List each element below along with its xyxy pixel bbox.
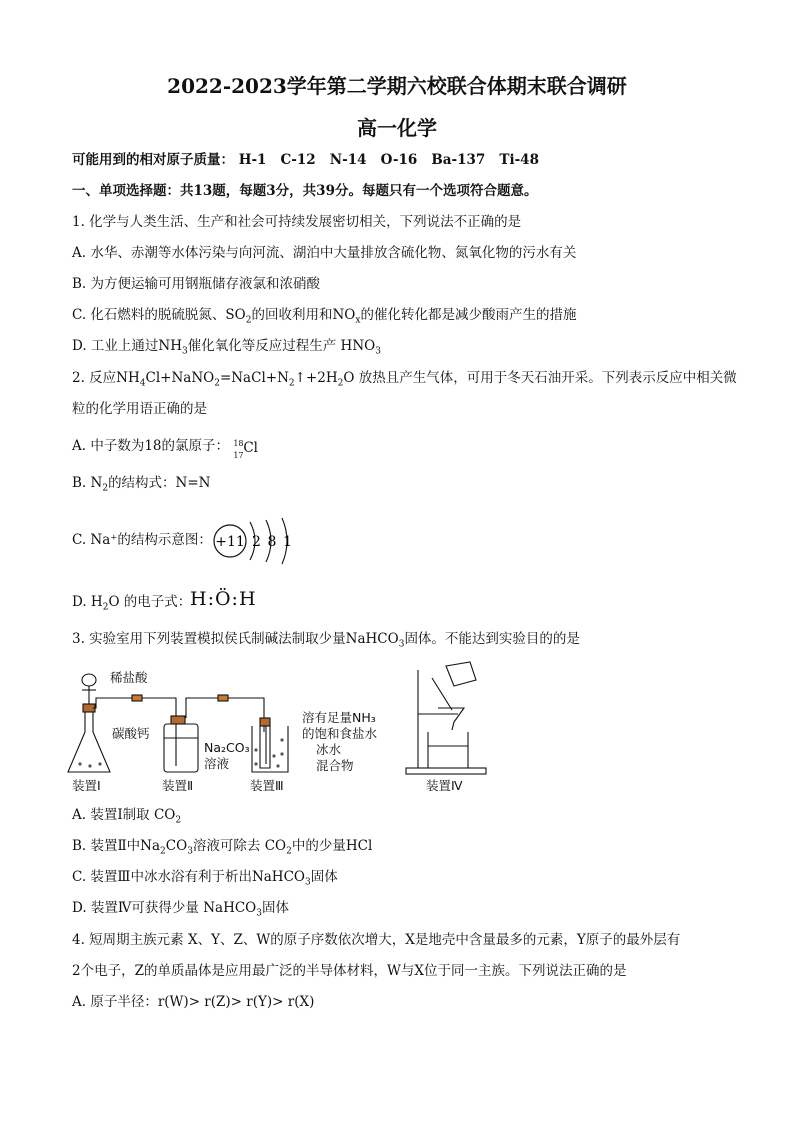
exam-subject: 高一化学 (357, 116, 437, 140)
q2-sub-2c: 2 (337, 378, 344, 389)
tube-stopper (260, 718, 270, 726)
q1-d-sub-2: 3 (375, 346, 381, 357)
label-solution: 溶液 (204, 756, 230, 771)
q2-b-sub: 2 (102, 483, 109, 494)
q2-option-d (72, 592, 191, 618)
q3-d-text-1: D. 装置Ⅳ可获得少量 NaHCO (72, 900, 257, 916)
q1-c-text-1: C. 化石燃料的脱硫脱氮、SO (72, 307, 246, 323)
q2-stem-line1 (72, 368, 737, 394)
q1-option-c (72, 305, 576, 331)
q4-stem-line2: 2个电子，Z的单质晶体是应用最广泛的半导体材料，W与X位于同一主族。下列说法正确的是 (72, 963, 627, 979)
q4-stem-line1: 4. 短周期主族元素 X、Y、Z、W的原子序数依次增大，X是地壳中含量最多的元素，Y原子的最外层有 (72, 932, 681, 948)
q3-b-text-1: B. 装置Ⅱ中Na (72, 838, 161, 854)
q2-sub-4: 4 (139, 378, 146, 389)
q3-c-text-2: 固体 (310, 869, 338, 885)
section-heading: 一、单项选择题：共13题，每题3分，共39分。每题只有一个选项符合题意。 (72, 183, 538, 199)
q2-stem-b: Cl+NaNO (145, 370, 215, 386)
q2-b-text-2: 的结构式：N=N (108, 475, 211, 491)
q3-stem (72, 629, 580, 655)
label-na2co3: Na₂CO₃ (204, 740, 250, 755)
label-device-3: 装置Ⅲ (250, 778, 284, 793)
q3-b-sub-3: 2 (286, 846, 292, 857)
q2-stem-d: ↑+2H (294, 370, 338, 386)
q2-stem-line2: 粒的化学用语正确的是 (72, 401, 207, 417)
q2-d-text-2: O 的电子式： (108, 594, 192, 610)
label-ice-2: 混合物 (316, 758, 354, 773)
chlorine-nuclide (233, 437, 261, 460)
q3-c-text-1: C. 装置Ⅲ中冰水浴有利于析出NaHCO (72, 869, 305, 885)
wash-bottle (164, 724, 198, 772)
q2-a-text: A. 中子数为18的氯原子： (72, 438, 230, 454)
stand-base (406, 768, 486, 774)
filter-funnel (438, 708, 464, 730)
glass-rod (432, 678, 452, 710)
atomic-mass-line (72, 150, 539, 170)
atomic-mass-values: H-1 C-12 N-14 O-16 Ba-137 Ti-48 (238, 152, 539, 168)
q1-option-b: B. 为方便运输可用钢瓶储存液氯和浓硝酸 (72, 276, 321, 292)
q1-option-a: A. 水华、赤潮等水体污染与向河流、湖泊中大量排放含硫化物、氮氧化物的污水有关 (72, 245, 577, 261)
label-nh3-2: 的饱和食盐水 (302, 726, 378, 741)
q2-b-text-1: B. N (72, 475, 103, 491)
shell-electrons: 2 8 1 (252, 534, 292, 550)
q3-a-text: A. 装置Ⅰ制取 CO (72, 807, 176, 823)
q1-c-sub-1: 2 (245, 315, 252, 326)
nuclide-symbol: Cl (243, 439, 258, 456)
q1-c-text-3: 的催化转化都是减少酸雨产生的措施 (360, 307, 577, 323)
conical-flask (68, 712, 110, 772)
tube-joint-1 (132, 695, 142, 701)
q3-b-text-3: 溶液可除去 CO (192, 838, 287, 854)
label-device-4: 装置Ⅳ (426, 778, 463, 793)
q2-d-text-1: D. H (72, 594, 103, 610)
q1-d-text-2: 催化氧化等反应过程生产 HNO (187, 338, 376, 354)
label-nh3-1: 溶有足量NH₃ (302, 710, 376, 725)
q2-d-sub: 2 (102, 602, 109, 613)
label-acid: 稀盐酸 (110, 670, 148, 685)
q3-b-sub-2: 3 (187, 846, 193, 857)
label-caco3: 碳酸钙 (112, 726, 150, 741)
q3-option-b (72, 836, 372, 862)
q3-stem-text-2: 固体。不能达到实验目的的是 (404, 631, 580, 647)
q2-sub-2a: 2 (214, 378, 220, 389)
q1-c-sub-2: x (355, 315, 361, 326)
label-device-2: 装置Ⅱ (162, 778, 194, 793)
atomic-mass-label: 可能用到的相对原子质量： (72, 152, 234, 168)
ice-dots (78, 738, 283, 767)
q2-stem-e: O 放热且产生气体，可用于冬天石油开采。下列表示反应中相关微 (343, 370, 737, 386)
q1-option-d (72, 336, 381, 362)
separatory-funnel-bulb (82, 674, 96, 686)
q3-option-a (72, 805, 181, 831)
sodium-ion-structure-diagram (208, 514, 300, 566)
q1-stem: 1. 化学与人类生活、生产和社会可持续发展密切相关，下列说法不正确的是 (72, 214, 522, 230)
nuclide-mass-number: 18 (233, 438, 244, 448)
q1-d-sub-1: 3 (182, 346, 188, 357)
q3-c-sub: 3 (304, 877, 311, 888)
q2-stem-c: =NaCl+N (219, 370, 289, 386)
q4-option-a: A. 原子半径：r(W)> r(Z)> r(Y)> r(X) (72, 994, 315, 1010)
test-tube (260, 726, 270, 768)
pouring-beaker (446, 662, 476, 686)
q2-option-b (72, 473, 211, 499)
tube-joint-2 (218, 695, 228, 701)
q3-b-text-4: 中的少量HCl (291, 838, 373, 854)
apparatus-figure (66, 660, 496, 800)
bottle-stopper (171, 716, 185, 724)
q1-d-text-1: D. 工业上通过NH (72, 338, 183, 354)
q3-b-sub-1: 2 (160, 846, 166, 857)
q3-d-text-2: 固体 (261, 900, 289, 916)
q3-stem-sub: 3 (398, 639, 405, 650)
q1-c-text-2: 的回收利用和NO (251, 307, 356, 323)
q3-b-text-2: CO (165, 838, 188, 854)
q2-option-c (72, 530, 212, 550)
q2-option-a (72, 436, 261, 460)
q3-a-sub: 2 (175, 815, 182, 826)
label-ice-1: 冰水 (316, 742, 342, 757)
q3-option-c (72, 867, 338, 893)
q2-stem-a: 2. 反应NH (72, 370, 140, 386)
receiving-beaker (428, 732, 468, 768)
nucleus-charge: +11 (215, 534, 245, 550)
q3-option-d (72, 898, 289, 924)
q3-d-sub: 3 (256, 908, 262, 919)
q3-stem-text-1: 3. 实验室用下列装置模拟侯氏制碱法制取少量NaHCO (72, 631, 399, 647)
nuclide-atomic-number: 17 (233, 450, 244, 460)
exam-title: 2022-2023学年第二学期六校联合体期末联合调研 (167, 74, 627, 98)
q2-c-text: C. Na⁺的结构示意图： (72, 532, 212, 548)
q2-sub-2b: 2 (288, 378, 295, 389)
label-device-1: 装置Ⅰ (72, 778, 101, 793)
water-electron-formula: H:Ö:H (190, 588, 257, 610)
